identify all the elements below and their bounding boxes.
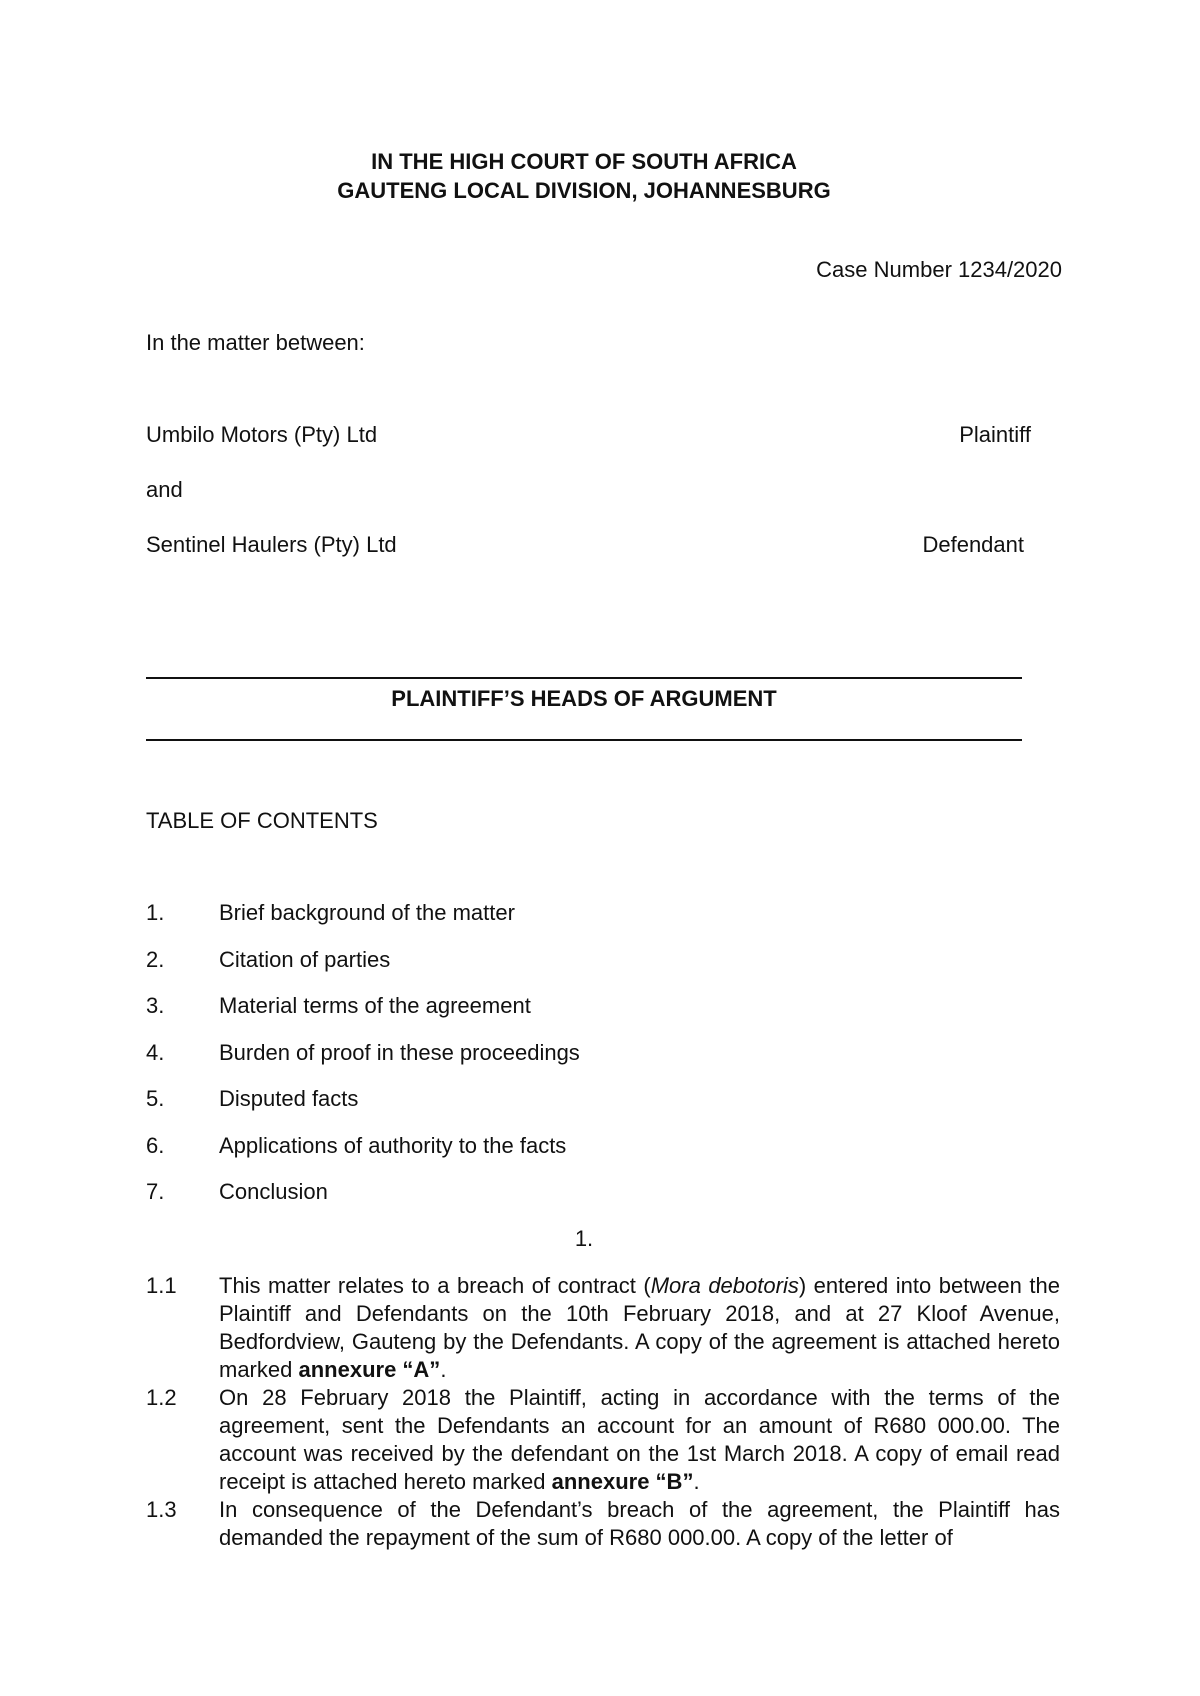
toc-item-number: 5. <box>146 1086 165 1111</box>
document-title-part2: HEADS OF ARGUMENT <box>530 686 777 711</box>
party-conjunction: and <box>146 477 183 502</box>
document-title-part1: PLAINTIFF’S <box>391 686 531 711</box>
court-name-line: IN THE HIGH COURT OF SOUTH AFRICA <box>371 149 797 174</box>
annexure-reference: annexure “B” <box>551 1469 694 1494</box>
case-number: Case Number 1234/2020 <box>816 257 1062 282</box>
defendant-name: Sentinel Haulers (Pty) Ltd <box>146 532 397 557</box>
paragraph-text: . <box>693 1469 700 1494</box>
toc-heading: TABLE OF CONTENTS <box>146 808 378 833</box>
matter-intro: In the matter between: <box>146 330 365 355</box>
paragraph-number: 1.2 <box>146 1385 177 1410</box>
toc-item-text: Burden of proof in these proceedings <box>219 1040 580 1065</box>
toc-item-text: Applications of authority to the facts <box>219 1133 567 1158</box>
paragraph-text: On 28 February 2018 the Plaintiff, acting in accordance with the terms of the agreement, sent the Defendants an account for an amount of R680 000.00. The account was received by the defendant on the 1st March 2018. A copy of email read receipt is attached hereto marked <box>219 1385 1060 1494</box>
toc-item-number: 1. <box>146 900 165 925</box>
defendant-role: Defendant <box>922 532 1024 557</box>
paragraph-number: 1.3 <box>146 1497 177 1522</box>
toc-item-number: 2. <box>146 947 165 972</box>
toc-item-text: Conclusion <box>219 1179 328 1204</box>
court-division-line: GAUTENG LOCAL DIVISION, JOHANNESBURG <box>337 178 831 203</box>
latin-term: Mora debotoris <box>650 1273 799 1298</box>
title-bottom-rule <box>146 739 1022 741</box>
title-top-rule <box>146 677 1022 679</box>
toc-item-text: Brief background of the matter <box>219 900 515 925</box>
toc-item-number: 6. <box>146 1133 165 1158</box>
toc-item-text: Material terms of the agreement <box>219 993 531 1018</box>
toc-item-number: 4. <box>146 1040 165 1065</box>
plaintiff-role: Plaintiff <box>959 422 1031 447</box>
annexure-reference: annexure “A” <box>298 1357 441 1382</box>
section-heading: 1. <box>574 1226 594 1251</box>
paragraph-body <box>219 1384 1060 1496</box>
paragraph-body <box>219 1272 1060 1384</box>
document-title <box>146 685 1022 713</box>
paragraph-text: . <box>440 1357 447 1382</box>
paragraph-text: In consequence of the Defendant’s breach of the agreement, the Plaintiff has demanded the repayment of the sum of R680 000.00. A copy of the letter of <box>219 1497 1060 1550</box>
paragraph-text: ) entered into between the Plaintiff and Defendants on the 10th February 2018, and at 27 Kloof Avenue, Bedfordview, Gauteng by the Defendants. A copy of the agreement is attached hereto marked <box>219 1273 1060 1382</box>
plaintiff-name: Umbilo Motors (Pty) Ltd <box>146 422 378 447</box>
toc-item-number: 7. <box>146 1179 165 1204</box>
paragraph-number: 1.1 <box>146 1273 177 1298</box>
toc-item-number: 3. <box>146 993 165 1018</box>
paragraph-text: This matter relates to a breach of contract ( <box>219 1273 651 1298</box>
toc-item-text: Citation of parties <box>219 947 391 972</box>
toc-item-text: Disputed facts <box>219 1086 359 1111</box>
paragraph-body <box>219 1496 1060 1552</box>
